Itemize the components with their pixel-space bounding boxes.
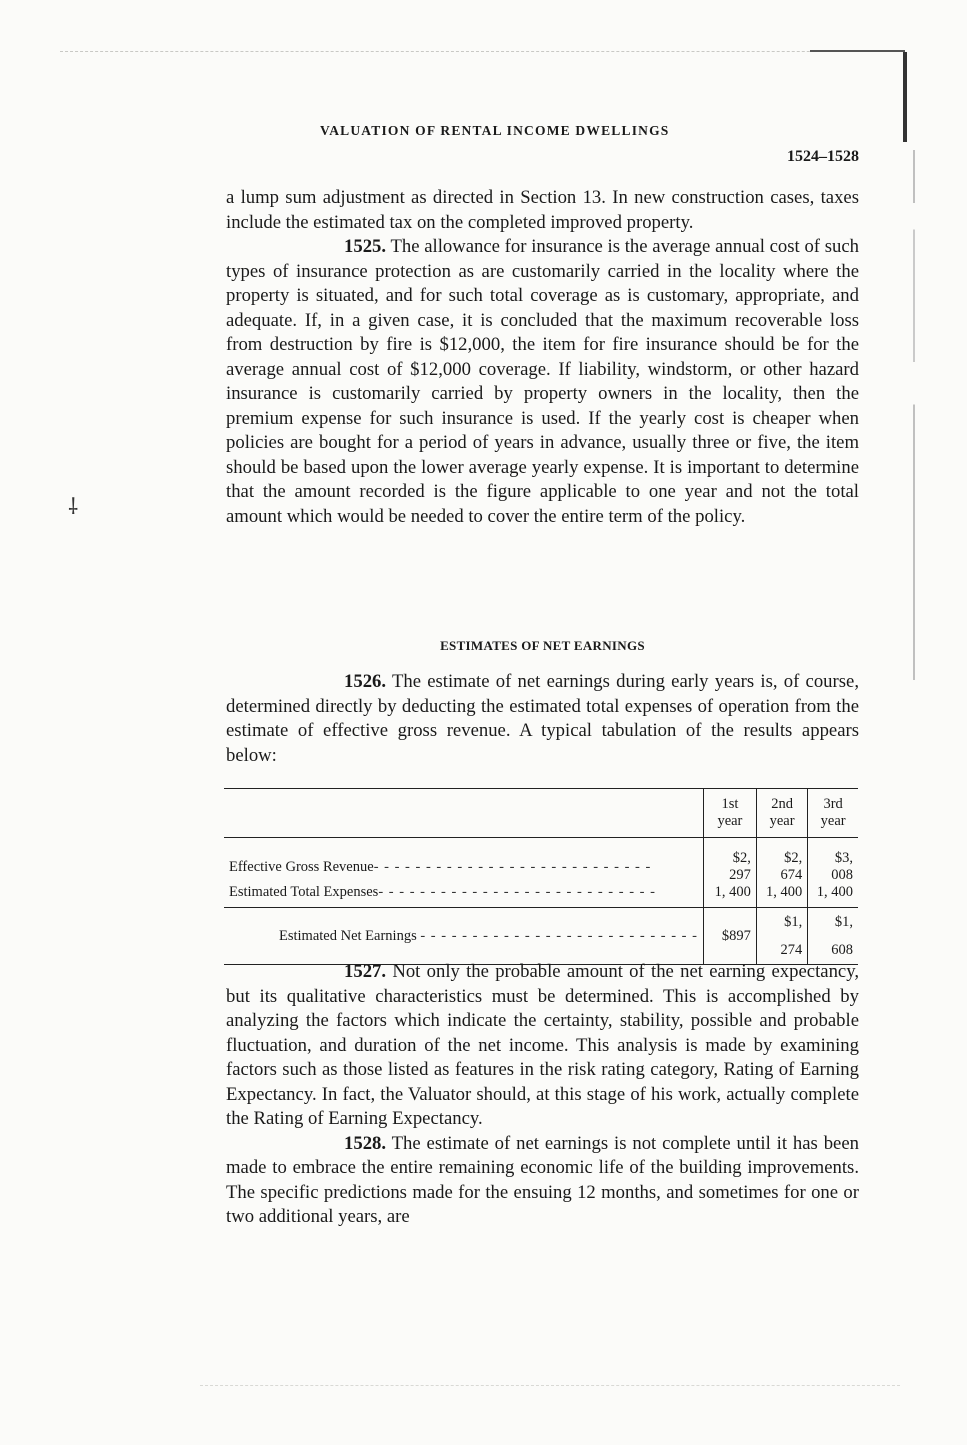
paragraph-1526 [226, 670, 859, 768]
table-cell: $1, 608 [808, 908, 858, 965]
paragraph-text: Not only the probable amount of the net earning expectancy, but its qualitative characteristics must be determined. This is accomplished by analyzing the factors which indicate the certainty, stability, possible and probable fluctuation, and duration of the net income. This analysis is made by examining factors such as those listed as features in the risk rating category, Rating of Earning Expectancy. In fact, the Valuator should, at this stage of his work, actually complete the Rating of Earning Expectancy. [226, 961, 860, 1129]
row-label: Estimated Net Earnings - - - - - - - - - - - - - - - - - - - - - - - - - - - [224, 908, 703, 965]
section-range: 1524–1528 [787, 148, 859, 165]
paragraph-number: 1526. [344, 671, 387, 692]
scan-edge-corner [810, 50, 905, 52]
table-col-header: 2nd year [756, 789, 807, 838]
table-cell: $1, 274 [756, 908, 807, 965]
table-cell: $2, 297 [703, 850, 756, 884]
scan-edge-top [60, 51, 900, 52]
paragraph-number: 1525. [344, 236, 387, 257]
text-block-bottom [226, 960, 859, 1230]
paragraph-text: The allowance for insurance is the average annual cost of such types of insurance protection as are customarily carried in the locality where the property is situated, and for such total coverage as is customary, appropriate, and adequate. If, in a given case, it is concluded that the maximum recoverable loss from destruction by fire is $12,000, the item for fire insurance should be for the average annual cost of $12,000 coverage. If liability, windstorm, or other hazard insurance is customarily carried by property owners in the locality, then the premium expense for such insurance is used. If the yearly cost is cheaper when policies are bought for a period of years in advance, usually three or five, the item should be based upon the lower average yearly expense. It is important to determine that the amount recorded is the figure applicable to one year and not the total amount which would be needed to cover the entire term of the policy. [226, 236, 859, 527]
table-header-row [224, 789, 858, 838]
text-block-1526 [226, 670, 859, 768]
net-earnings-table [224, 788, 858, 965]
scan-edge-bottom [200, 1385, 900, 1386]
table-col-header: 3rd year [808, 789, 858, 838]
table-header-blank [224, 789, 703, 838]
table-col-header: 1st year [703, 789, 756, 838]
scan-edge-right-shadow [913, 150, 915, 680]
paragraph-1527 [226, 960, 859, 1132]
table-cell: $3, 008 [808, 850, 858, 884]
scan-edge-right [903, 52, 907, 142]
paragraph-1528 [226, 1132, 859, 1230]
row-label: Effective Gross Revenue- - - - - - - - - - - - - - - - - - - - - - - - - - - [229, 858, 652, 875]
paragraph-1524-continued: a lump sum adjustment as directed in Section 13. In new construction cases, taxes include the estimated tax on the completed improved property. [226, 187, 859, 233]
paragraph-text: The estimate of net earnings during early years is, of course, determined directly by deducting the estimated total expenses of operation from the estimate of effective gross revenue. A typical tabulation of the results appears below: [226, 671, 859, 766]
paragraph-number: 1528. [344, 1132, 387, 1154]
table-cell: $2, 674 [756, 850, 807, 884]
paragraph-text: The estimate of net earnings is not complete until it has been made to embrace the entire remaining economic life of the building improvements. The specific predictions made for the ensuing 12 months, and sometimes for one or two additional years, are [226, 1132, 859, 1227]
table-row [224, 850, 858, 884]
running-title: VALUATION OF RENTAL INCOME DWELLINGS [320, 123, 670, 138]
section-subheading: ESTIMATES OF NET EARNINGS [440, 638, 645, 653]
margin-mark: ⸸ [68, 495, 79, 520]
table-cell: 1, 400 [756, 884, 807, 901]
table-total-row [224, 908, 858, 965]
table-cell: 1, 400 [808, 884, 858, 901]
table-cell: $897 [703, 908, 756, 965]
table-spacer [224, 838, 858, 851]
table-cell: 1, 400 [703, 884, 756, 901]
row-label: Estimated Total Expenses- - - - - - - - - - - - - - - - - - - - - - - - - - - [229, 884, 656, 900]
text-block-top [226, 186, 859, 529]
table-row [224, 884, 858, 901]
paragraph-1525 [226, 235, 859, 529]
paragraph-number: 1527. [344, 961, 387, 982]
